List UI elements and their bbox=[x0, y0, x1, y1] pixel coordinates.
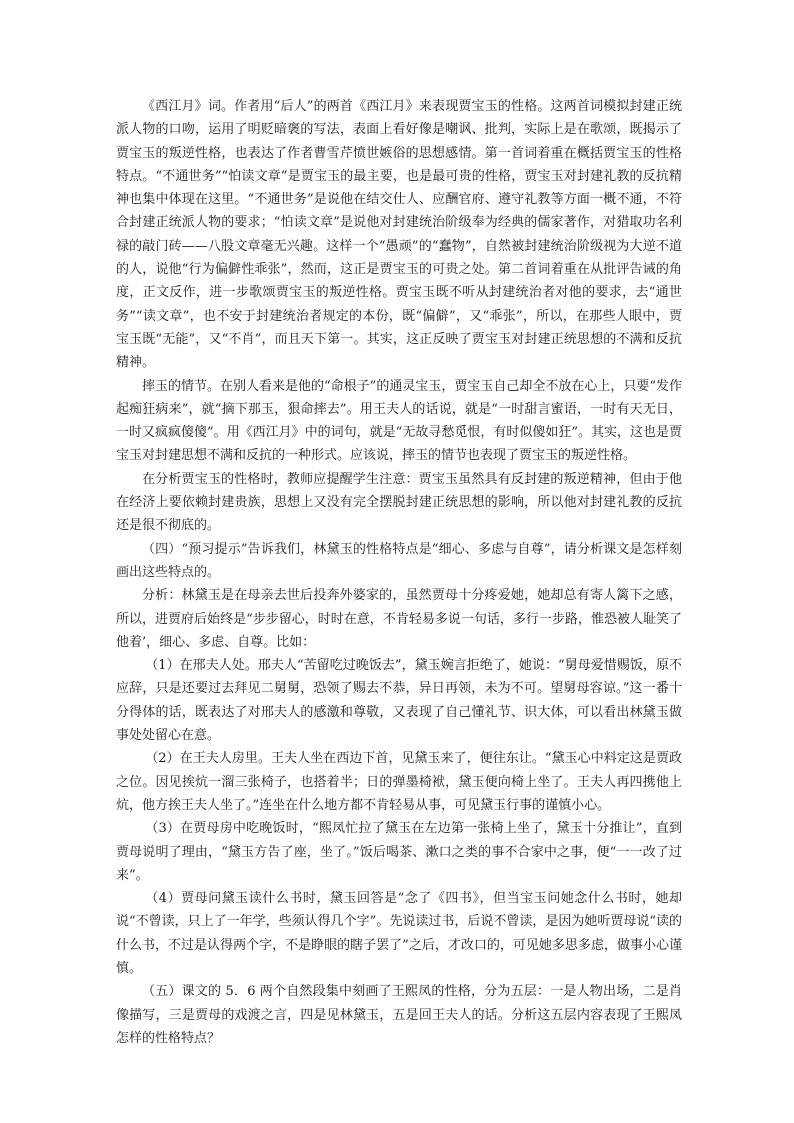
paragraph-analysis: 分析：林黛玉是在母亲去世后投奔外婆家的，虽然贾母十分疼爱她，她却总有寄人篱下之感，所以，进贾府后始终是“步步留心，时时在意，不肯轻易多说一句话，多行一步路，惟恐被人耻笑了他着’，细心、多虑、自尊。比如： bbox=[116, 588, 682, 650]
paragraph-shuaiyu: 摔玉的情节。在别人看来是他的“命根子”的通灵宝玉，贾宝玉自己却全不放在心上，只要“发作起痴狂病来”，就“摘下那玉，狠命摔去”。用王夫人的话说，就是“一时甜言蜜语，一时有天无日，一时又疯疯傻傻”。用《西江月》中的词句，就是“无故寻愁觅恨，有时似傻如狂”。其实，这也是贾宝玉对封建思想不满和反抗的一种形式。应该说，摔玉的情节也表现了贾宝玉的叛逆性格。 bbox=[116, 378, 682, 464]
question-four: （四）“预习提示”告诉我们，林黛玉的性格特点是“细心、多虑与自尊”，请分析课文是怎样刻画出这些特点的。 bbox=[116, 541, 682, 580]
question-five: （五）课文的 5．6 两个自然段集中刻画了王熙凤的性格，分为五层：一是人物出场，二是肖像描写，三是贾母的戏渡之言，四是见林黛玉，五是回王夫人的话。分析这五层内容表现了王熙凤怎样的性格特点？ bbox=[116, 984, 682, 1046]
paragraph-xijiangyue: 《西江月》词。作者用“后人”的两首《西江月》来表现贾宝玉的性格。这两首词模拟封建正统派人物的口吻，运用了明贬暗褒的写法，表面上看好像是嘲讽、批判，实际上是在歌颂，既揭示了贾宝玉的叛逆性格，也表达了作者曹雪芹愤世嫉俗的思想感情。第一首词着重在概括贾宝玉的性格特点。“不通世务”“怕读文章”是贾宝玉的最主要，也是最可贵的性格，贾宝玉对封建礼教的反抗精神也集中体现在这里。“不通世务”是说他在结交仕人、应酬官府、遵守礼教等方面一概不通，不符合封建正统派人物的要求；“怕读文章”是说他对封建统治阶级奉为经典的儒家著作，对猎取功名利禄的敲门砖——八股文章毫无兴趣。这样一个“愚顽”的“蠢物”，自然被封建统治阶级视为大逆不道的人，说他“行为偏僻性乖张”，然而，这正是贾宝玉的可贵之处。第二首词着重在从批评告诫的角度，正文反作，进一步歌颂贾宝玉的叛逆性格。贾宝玉既不听从封建统治者对他的要求，去“通世务”“读文章”，也不安于封建统治者规定的本份，既“偏僻”，又“乖张”，所以，在那些人眼中，贾宝玉既“无能”，又“不肖”，而且天下第一。其实，这正反映了贾宝玉对封建正统思想的不满和反抗精神。 bbox=[116, 99, 682, 371]
paragraph-teacher-note: 在分析贾宝玉的性格时，教师应提醒学生注意：贾宝玉虽然具有反封建的叛逆精神，但由于他在经济上要依赖封建贵族，思想上又没有完全摆脱封建正统思想的影响，所以他对封建礼教的反抗还是很不彻底的。 bbox=[116, 471, 682, 534]
example-2: （2）在王夫人房里。王夫人坐在西边下首，见黛玉来了，便往东让。“黛玉心中料定这是贾政之位。因见挨炕一溜三张椅子，也搭着半；日的弹墨椅袱，黛玉便向椅上坐了。王夫人再四携他上炕，他方挨王夫人坐了。”连坐在什么地方都不肯轻易从事，可见黛玉行事的谨慎小心。 bbox=[116, 751, 682, 813]
example-3: （3）在贾母房中吃晚饭时，“熙凤忙拉了黛玉在左边第一张椅上坐了，黛玉十分推让”，直到贾母说明了理由，“黛玉方告了座，坐了。”饭后喝茶、漱口之类的事不合家中之事，便“一一改了过来”。 bbox=[116, 821, 682, 883]
example-1: （1）在邢夫人处。邢夫人“苦留吃过晚饭去”，黛玉婉言拒绝了，她说：“舅母爱惜赐饭，原不应辞，只是还要过去拜见二舅舅，恐领了赐去不恭，异日再领，未为不可。望舅母容谅。”这一番十分得体的话，既表达了对邢夫人的感激和尊敬，又表现了自己懂礼节、识大体，可以看出林黛玉做事处处留心在意。 bbox=[116, 658, 682, 744]
example-4: （4）贾母问黛玉读什么书时，黛玉回答是“念了《四书》，但当宝玉问她念什么书时，她却说“不曾读，只上了一年学，些须认得几个字”。先说读过书，后说不曾读，是因为她听贾母说“读的什么书，不过是认得两个字，不是睁眼的瞎子罢了”之后，才改口的，可见她多思多虑，做事小心谨慎。 bbox=[116, 891, 682, 976]
document-body bbox=[116, 95, 682, 1050]
